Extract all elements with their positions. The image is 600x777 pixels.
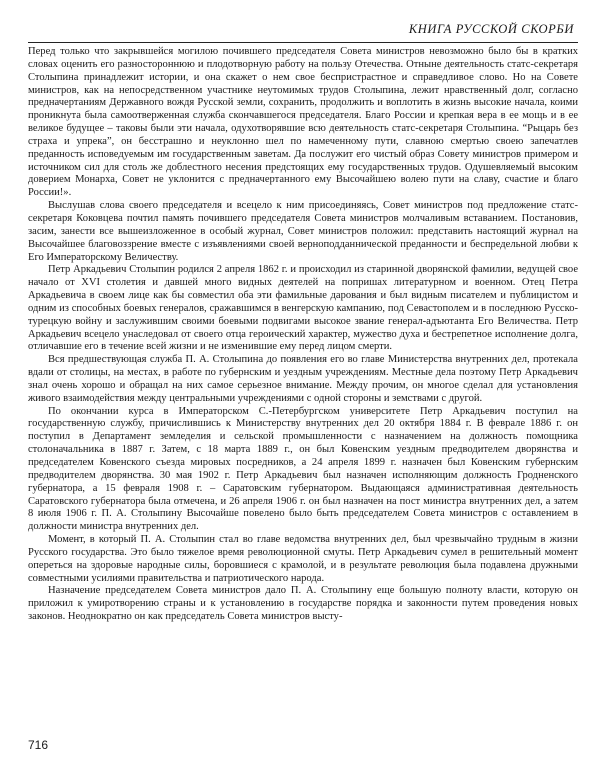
- body-text: [28, 46, 578, 624]
- header-rule: [28, 42, 578, 43]
- running-title: КНИГА РУССКОЙ СКОРБИ: [408, 22, 574, 36]
- paragraph: Момент, в который П. А. Столыпин стал во главе ведомства внутренних дел, был чрезвычайно трудным в жизни Русского государства. Это было тяжелое время революционной смуты. Петр Аркадьевич сумел в решительный момент опереться на здоровые народные силы, боровшиеся с крамолой, и в результате революция была подавлена дружными совместными усилиями правительства и патриотического народа.: [28, 534, 578, 584]
- paragraph: По окончании курса в Императорском С.-Петербургском университете Петр Аркадьевич поступил на государственную службу, причислившись к Министерству внутренних дел 20 октября 1884 г. В феврале 1886 г. он поступил в Департамент земледелия и сельской промышленности с назначением на должность помощника столоначальника в 1887 г. Затем, с 18 марта 1889 г., он был Ковенским уездным предводителем дворянства и председателем Ковенского съезда мировых посредников, а 24 апреля 1899 г. назначен был Ковенским губернским предводителем дворянства. 30 мая 1902 г. Петр Аркадьевич был назначен исполняющим должность Гродненского губернатора, а 15 февраля 1908 г. – Саратовским губернатором. Выдающаяся административная деятельность Саратовского губернатора была отмечена, и 26 апреля 1906 г. он был назначен на пост министра внутренних дел, а затем 8 июля 1906 г. П. А. Столыпину Высочайше повелено было быть председателем Совета министров с оставлением в должности министра внутренних дел.: [28, 405, 578, 533]
- paragraph: Назначение председателем Совета министров дало П. А. Столыпину еще большую полноту власти, которую он приложил к умиротворению страны и к установлению в государстве порядка и законности путем проведения новых законов. Неоднократно он как председатель Совета министров высту-: [28, 585, 578, 623]
- paragraph: Вся предшествующая служба П. А. Столыпина до появления его во главе Министерства внутренних дел, протекала вдали от столицы, на местах, в работе по губернским и уездным учреждениям. Местные дела поэтому Петр Аркадьевич знал очень хорошо и обращал на них самое серьезное внимание. Между прочим, он многое сделал для установления живого взаимодействия между центральными учреждениями с одной стороны и земствами с другой.: [28, 354, 578, 404]
- page-number: 716: [28, 738, 49, 752]
- paragraph: Петр Аркадьевич Столыпин родился 2 апреля 1862 г. и происходил из старинной дворянской фамилии, ведущей свое начало от XVI столетия и давшей много видных деятелей на попришах литературном и военном. Отец Петра Аркадьевича в своем лице как бы совместил оба эти фамильные дарования и был видным писателем и публицистом и одним из способных боевых генералов, сражавшимся в венгерскую кампанию, под Севастополем и в последнюю Русско-турецкую войну и заслужившим своими боевыми подвигами высокое звание генерал-адъютанта Его Величества. Петр Аркадьевич всецело унаследовал от своего отца героический характер, мужество духа и бестрепетное исполнение долга, отличавшие его в течение всей жизни и не изменившие ему перед лицом смерти.: [28, 264, 578, 353]
- paragraph: Перед только что закрывшейся могилою почившего председателя Совета министров невозможно было бы в кратких словах оценить его разностороннюю и плодотворную работу на пользу Отечества. Отныне деятельность статс-секретаря Столыпина принадлежит истории, и она скажет о нем свое беспристрастное и справедливое слово. Но на Совете министров, как на непосредственном участнике неутомимых трудов Столыпина, лежит нравственный долг, согласно предначертаниям Державного вождя Русской земли, сохранить, продолжить и воплотить в жизнь высокие начала, коими проникнута была самоотверженная служба скончавшегося председателя. Благо России и крепкая вера в ее мощь и в ее великое будущее – таковы были эти начала, одухотворявшие всю деятельность статс-секретаря Столыпина. “Рыцарь без страха и упрека”, он бесстрашно и неуклонно шел по намеченному пути, славною смертью своею запечатлев преданность исповедуемым им государственным заветам. Да послужит его чистый образ Совету министров примером и источником сил для столь же доблестного несения предстоящих ему государственных трудов. Одушевляемый высоким доверием Монарха, Совет не уклонится с предначертанного ему Высочайшею волею пути на славу, счастие и благо России!».: [28, 46, 578, 199]
- paragraph: Выслушав слова своего председателя и всецело к ним присоединяясь, Совет министров под предложение статс-секретаря Коковцева почтил память почившего председателя Совета министров молчаливым вставанием. Постановив, засим, занести все вышеизложенное в особый журнал, Совет министров положил: представить настоящий журнал на Высочайшее благовоззрение вместе с изъявлениями своей верноподданнической преданности и беспредельной любви к Его Императорскому Величеству.: [28, 200, 578, 263]
